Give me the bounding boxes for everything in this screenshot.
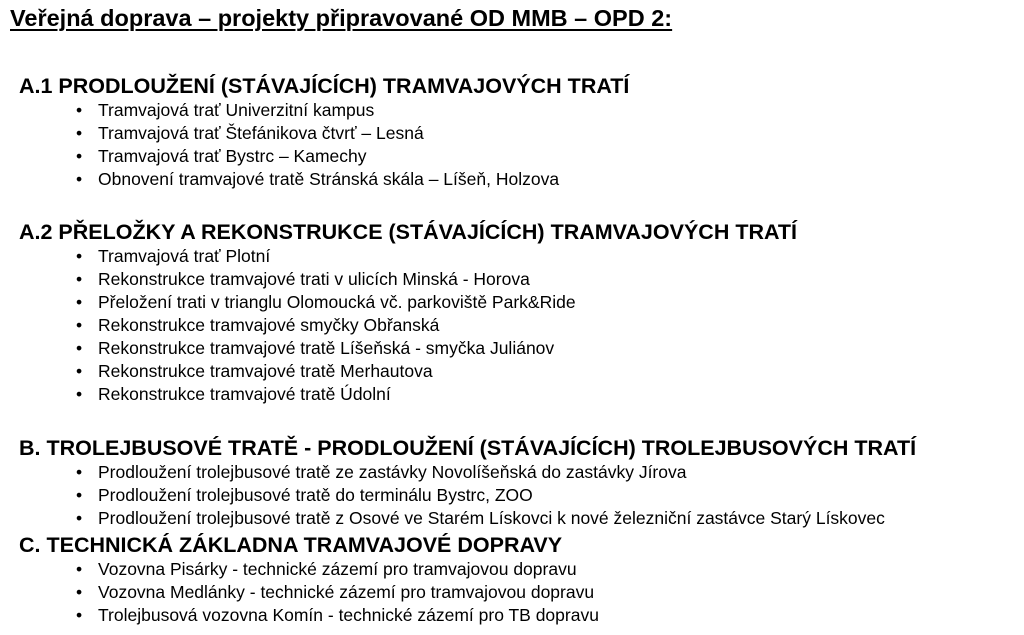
bullet-icon: • <box>76 315 83 335</box>
list-item <box>76 507 916 530</box>
list-item <box>76 337 797 360</box>
bullet-icon: • <box>76 292 83 312</box>
list-item-text: Tramvajová trať Univerzitní kampus <box>98 100 375 120</box>
bullet-icon: • <box>76 169 83 189</box>
list-item <box>76 145 629 168</box>
bullet-icon: • <box>76 100 83 120</box>
list-item <box>76 360 797 383</box>
bullet-icon: • <box>76 582 83 602</box>
list-item-text: Obnovení tramvajové tratě Stránská skála – Líšeň, Holzova <box>98 169 560 189</box>
section-b <box>19 435 916 530</box>
list-item-text: Přeložení trati v trianglu Olomoucká vč. parkoviště Park&Ride <box>98 292 576 312</box>
bullet-icon: • <box>76 146 83 166</box>
section-c <box>19 532 599 627</box>
list-item-text: Tramvajová trať Bystrc – Kamechy <box>98 146 367 166</box>
item-list <box>19 558 599 627</box>
bullet-icon: • <box>76 361 83 381</box>
bullet-icon: • <box>76 508 83 528</box>
bullet-icon: • <box>76 605 83 625</box>
bullet-icon: • <box>76 462 83 482</box>
item-list <box>19 461 916 530</box>
list-item <box>76 291 797 314</box>
bullet-icon: • <box>76 384 83 404</box>
list-item-text: Vozovna Medlánky - technické zázemí pro tramvajovou dopravu <box>98 582 595 602</box>
list-item-text: Rekonstrukce tramvajové tratě Merhautova <box>98 361 433 381</box>
bullet-icon: • <box>76 246 83 266</box>
list-item-text: Prodloužení trolejbusové tratě do terminálu Bystrc, ZOO <box>98 485 533 505</box>
list-item-text: Rekonstrukce tramvajové smyčky Obřanská <box>98 315 440 335</box>
list-item <box>76 558 599 581</box>
section-heading: B. TROLEJBUSOVÉ TRATĚ - PRODLOUŽENÍ (STÁVAJÍCÍCH) TROLEJBUSOVÝCH TRATÍ <box>19 436 917 460</box>
bullet-icon: • <box>76 485 83 505</box>
list-item <box>76 461 916 484</box>
list-item <box>76 99 629 122</box>
list-item-text: Rekonstrukce tramvajové tratě Líšeňská - smyčka Juliánov <box>98 338 555 358</box>
page-title: Veřejná doprava – projekty připravované OD MMB – OPD 2: <box>10 5 673 31</box>
section-a1 <box>19 73 629 191</box>
list-item <box>76 604 599 627</box>
list-item <box>76 268 797 291</box>
list-item <box>76 383 797 406</box>
bullet-icon: • <box>76 123 83 143</box>
list-item <box>76 581 599 604</box>
list-item-text: Prodloužení trolejbusové tratě ze zastávky Novolíšeňská do zastávky Jírova <box>98 462 687 482</box>
list-item <box>76 122 629 145</box>
list-item <box>76 245 797 268</box>
section-heading: C. TECHNICKÁ ZÁKLADNA TRAMVAJOVÉ DOPRAVY <box>19 533 563 557</box>
list-item-text: Tramvajová trať Plotní <box>98 246 271 266</box>
list-item-text: Rekonstrukce tramvajové trati v ulicích Minská - Horova <box>98 269 530 289</box>
section-heading: A.1 PRODLOUŽENÍ (STÁVAJÍCÍCH) TRAMVAJOVÝCH TRATÍ <box>19 74 630 98</box>
list-item-text: Rekonstrukce tramvajové tratě Údolní <box>98 384 391 404</box>
list-item <box>76 314 797 337</box>
list-item-text: Vozovna Pisárky - technické zázemí pro tramvajovou dopravu <box>98 559 577 579</box>
bullet-icon: • <box>76 338 83 358</box>
list-item <box>76 168 629 191</box>
list-item <box>76 484 916 507</box>
list-item-text: Tramvajová trať Štefánikova čtvrť – Lesná <box>98 123 424 143</box>
bullet-icon: • <box>76 559 83 579</box>
section-heading: A.2 PŘELOŽKY A REKONSTRUKCE (STÁVAJÍCÍCH) TRAMVAJOVÝCH TRATÍ <box>19 220 798 244</box>
list-item-text: Trolejbusová vozovna Komín - technické zázemí pro TB dopravu <box>98 605 599 625</box>
section-a2 <box>19 219 797 406</box>
item-list <box>19 245 797 406</box>
bullet-icon: • <box>76 269 83 289</box>
item-list <box>19 99 629 191</box>
list-item-text: Prodloužení trolejbusové tratě z Osové ve Starém Lískovci k nové železniční zastávce Starý Lískovec <box>98 508 885 528</box>
